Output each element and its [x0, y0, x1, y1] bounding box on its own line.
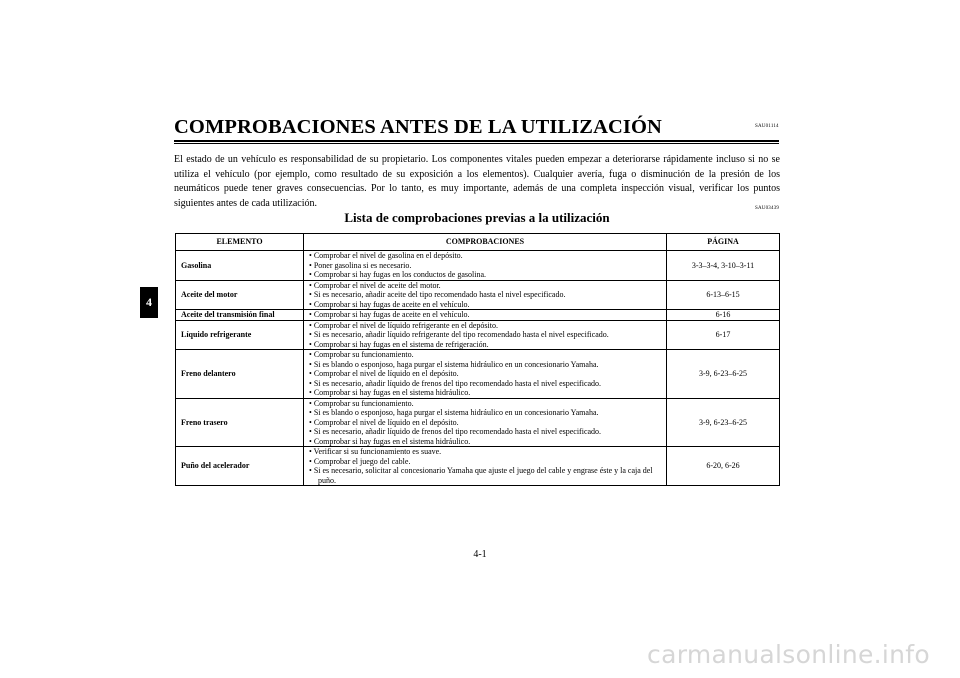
- row-page: 3-9, 6-23–6-25: [667, 398, 780, 447]
- row-checks: [304, 280, 667, 310]
- title-rule: [174, 140, 779, 142]
- header-page: PÁGINA: [667, 234, 780, 251]
- check-item: • Si es necesario, añadir aceite del tipo recomendado hasta el nivel especificado.: [309, 290, 661, 300]
- row-element: Gasolina: [176, 251, 304, 281]
- row-checks: [304, 320, 667, 350]
- checks-list: [309, 447, 661, 485]
- check-item: • Comprobar el nivel de líquido refrigerante en el depósito.: [309, 321, 661, 331]
- row-page: 3-9, 6-23–6-25: [667, 350, 780, 399]
- row-page: 6-17: [667, 320, 780, 350]
- row-element: Freno delantero: [176, 350, 304, 399]
- doc-code-checklist: SAU03439: [755, 206, 780, 211]
- page-title: COMPROBACIONES ANTES DE LA UTILIZACIÓN: [174, 116, 662, 138]
- check-item: • Comprobar el nivel de líquido en el depósito.: [309, 418, 661, 428]
- check-item: • Comprobar si hay fugas en el sistema hidráulico.: [309, 388, 661, 398]
- row-page: 6-20, 6-26: [667, 447, 780, 486]
- intro-paragraph: El estado de un vehículo es responsabilidad de su propietario. Los componentes vitales pueden empezar a deteriorarse rápidamente incluso si no se utiliza el vehículo (por ejemplo, como resultado de su exposición a los elementos). Cualquier avería, fuga o disminución de la presión de los neumáticos puede tener graves consecuencias. Por lo tanto, es muy importante, además de una completa inspección visual, verificar los puntos siguientes antes de cada utilización.: [174, 154, 780, 209]
- table-header-row: [176, 234, 780, 251]
- checks-list: [309, 281, 661, 310]
- check-item: • Si es blando o esponjoso, haga purgar el sistema hidráulico en un concesionario Yamaha.: [309, 360, 661, 370]
- row-checks: [304, 251, 667, 281]
- checklist-title: Lista de comprobaciones previas a la utilización: [344, 210, 610, 225]
- check-item: • Comprobar el nivel de aceite del motor.: [309, 281, 661, 291]
- check-item: • Comprobar el juego del cable.: [309, 457, 661, 467]
- check-item: • Si es necesario, añadir líquido de frenos del tipo recomendado hasta el nivel especificado.: [309, 427, 661, 437]
- check-item: • Si es necesario, solicitar al concesionario Yamaha que ajuste el juego del cable y engrase éste y la caja del puño.: [309, 466, 661, 485]
- check-item: • Comprobar si hay fugas de aceite en el vehículo.: [309, 300, 661, 310]
- row-element: Freno trasero: [176, 398, 304, 447]
- table-row: [176, 251, 780, 281]
- check-item: • Comprobar si hay fugas en el sistema de refrigeración.: [309, 340, 661, 350]
- chapter-tab: 4: [140, 287, 158, 318]
- row-element: Aceite del motor: [176, 280, 304, 310]
- table-body: [176, 251, 780, 486]
- checks-list: [309, 321, 661, 350]
- check-item: • Comprobar el nivel de líquido en el depósito.: [309, 369, 661, 379]
- check-item: • Poner gasolina si es necesario.: [309, 261, 661, 271]
- checks-list: [309, 350, 661, 398]
- watermark: carmanualsonline.info: [647, 640, 930, 669]
- row-page: 6-16: [667, 310, 780, 321]
- checklist-table: [175, 233, 780, 486]
- check-item: • Verificar si su funcionamiento es suave.: [309, 447, 661, 457]
- table-row: [176, 310, 780, 321]
- check-item: • Si es necesario, añadir líquido refrigerante del tipo recomendado hasta el nivel especificado.: [309, 330, 661, 340]
- row-checks: [304, 310, 667, 321]
- check-item: • Si es necesario, añadir líquido de frenos del tipo recomendado hasta el nivel especificado.: [309, 379, 661, 389]
- row-checks: [304, 398, 667, 447]
- check-item: • Comprobar si hay fugas de aceite en el vehículo.: [309, 310, 661, 320]
- row-checks: [304, 350, 667, 399]
- row-element: Puño del acelerador: [176, 447, 304, 486]
- check-item: • Comprobar el nivel de gasolina en el depósito.: [309, 251, 661, 261]
- header-element: ELEMENTO: [176, 234, 304, 251]
- header-checks: COMPROBACIONES: [304, 234, 667, 251]
- check-item: • Comprobar su funcionamiento.: [309, 350, 661, 360]
- row-element: Líquido refrigerante: [176, 320, 304, 350]
- row-checks: [304, 447, 667, 486]
- check-item: • Comprobar si hay fugas en los conductos de gasolina.: [309, 270, 661, 280]
- checks-list: [309, 399, 661, 447]
- check-item: • Comprobar su funcionamiento.: [309, 399, 661, 409]
- checks-list: [309, 251, 661, 280]
- table-row: [176, 280, 780, 310]
- check-item: • Comprobar si hay fugas en el sistema hidráulico.: [309, 437, 661, 447]
- row-page: 6-13–6-15: [667, 280, 780, 310]
- check-item: • Si es blando o esponjoso, haga purgar el sistema hidráulico en un concesionario Yamaha.: [309, 408, 661, 418]
- row-page: 3-3–3-4, 3-10–3-11: [667, 251, 780, 281]
- table-row: [176, 447, 780, 486]
- table-row: [176, 398, 780, 447]
- table-row: [176, 350, 780, 399]
- title-rule-thin: [174, 143, 779, 144]
- doc-code-title: SAU01114: [755, 124, 779, 129]
- row-element: Aceite del transmisión final: [176, 310, 304, 321]
- page-number: 4-1: [473, 549, 487, 560]
- table-row: [176, 320, 780, 350]
- checks-list: [309, 310, 661, 320]
